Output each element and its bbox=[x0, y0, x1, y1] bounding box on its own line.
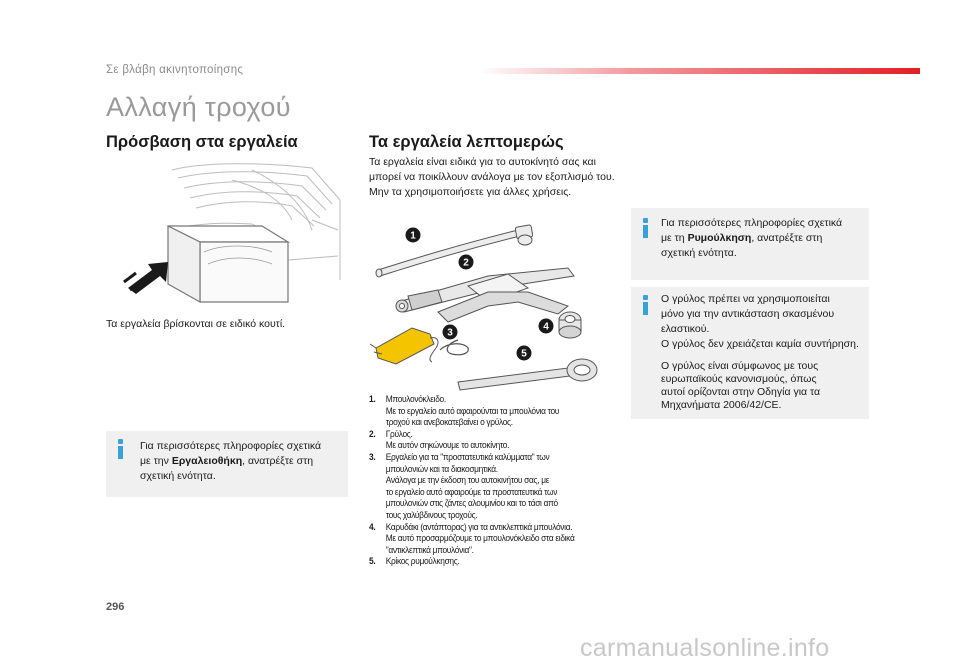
anti-theft-socket-adapter bbox=[559, 312, 581, 338]
legend-item-3: 3. Εργαλείο για τα "προστατευτικά καλύμματα" των μπουλονιών και τα διακοσμητικά. Ανάλογα με την έκδοση του αυτοκινήτου σας, με το εργαλείο αυτό αφαιρούμε τα προστατευτικά των μπουλονιών στις ζάντες αλουμινίου και το τάσι από τους χαλύβδινους τροχούς. bbox=[369, 451, 558, 520]
info-box-towing bbox=[631, 208, 869, 280]
wire-hook-tool bbox=[440, 340, 468, 355]
legend-item-1: 1. Μπουλονόκλειδο. Με το εργαλείο αυτό αφαιρούνται τα μπουλόνια του τροχού και ανεβοκατεβαίνει ο γρύλος. bbox=[369, 394, 560, 428]
info-icon bbox=[116, 439, 126, 459]
tool-box-illustration bbox=[112, 160, 344, 310]
callout-4-label: 4 bbox=[543, 321, 549, 333]
tools-illustration bbox=[368, 216, 610, 396]
legend-item-5: 5. Κρίκος ρυμούλκησης. bbox=[369, 556, 460, 567]
page-number: 296 bbox=[106, 601, 125, 613]
trim-removal-tool bbox=[370, 328, 438, 364]
towing-link-text[interactable]: Ρυμούλκηση bbox=[687, 232, 752, 244]
tools-location-text: Τα εργαλεία βρίσκονται σε ειδικό κουτί. bbox=[106, 318, 286, 330]
callout-3-label: 3 bbox=[447, 327, 453, 339]
pointer-arrow-icon bbox=[124, 262, 168, 294]
info-box-toolbox bbox=[106, 431, 348, 497]
page-title: Αλλαγή τροχού bbox=[106, 92, 291, 122]
jack-note-line: Ο γρύλος πρέπει να χρησιμοποιείται bbox=[661, 293, 830, 305]
wheel-brace-tool bbox=[376, 225, 533, 277]
callout-1-label: 1 bbox=[410, 230, 416, 242]
jack-note-line: μόνο για την αντικάσταση σκασμένου bbox=[661, 308, 835, 320]
jack-note-line: Ο γρύλος δεν χρειάζεται καμία συντήρηση. bbox=[661, 338, 859, 350]
jack-note-line: ελαστικού. bbox=[661, 323, 710, 335]
info-line: Για περισσότερες πληροφορίες σχετικά bbox=[661, 217, 843, 229]
legend-item-4: 4. Καρυδάκι (αντάπτορας) για τα αντικλεπτικά μπουλόνια. Με αυτό προσαρμόζουμε το μπουλονόκλειδο στα ειδικά "αντικλεπτικά μπουλόνια". bbox=[369, 521, 575, 555]
toolbox-link-text[interactable]: Εργαλειοθήκη bbox=[171, 455, 243, 467]
info-box-jack bbox=[631, 287, 869, 419]
info-icon bbox=[641, 295, 651, 315]
watermark: carmanualsonline.info bbox=[580, 634, 830, 662]
heading-tool-access: Πρόσβαση στα εργαλεία bbox=[106, 133, 298, 151]
section-label: Σε βλάβη ακινητοποίησης bbox=[106, 64, 244, 76]
header-accent-bar bbox=[478, 68, 920, 74]
jack-tool bbox=[396, 268, 574, 322]
jack-compliance-line: Μηχανήματα 2006/42/CE. bbox=[661, 399, 782, 411]
jack-compliance-line: αυτοί ορίζονται στην Οδηγία για τα bbox=[661, 386, 821, 398]
info-line: σχετική ενότητα. bbox=[140, 470, 216, 482]
callout-2-label: 2 bbox=[463, 257, 469, 269]
info-line: σχετική ενότητα. bbox=[661, 247, 737, 259]
info-line: με την Εργαλειοθήκη, ανατρέξτε στη bbox=[140, 455, 314, 467]
jack-compliance-line: Ο γρύλος είναι σύμφωνος με τους bbox=[661, 360, 819, 372]
info-line: Για περισσότερες πληροφορίες σχετικά bbox=[140, 440, 322, 452]
tools-intro-text: Τα εργαλεία είναι ειδικά για το αυτοκίνητό σας και μπορεί να ποικίλλουν ανάλογα με τον εξοπλισμό του. Μην τα χρησιμοποιήσετε για άλλες χρήσεις. bbox=[369, 156, 615, 198]
heading-tools-detail: Τα εργαλεία λεπτομερώς bbox=[369, 133, 564, 151]
callout-5-label: 5 bbox=[521, 348, 527, 360]
legend-item-2: 2. Γρύλος. Με αυτόν σηκώνουμε το αυτοκίνητο. bbox=[369, 428, 510, 451]
jack-compliance-line: ευρωπαϊκούς κανονισμούς, όπως bbox=[661, 373, 817, 385]
towing-eye-tool bbox=[458, 359, 597, 390]
info-line: με τη Ρυμούλκηση, ανατρέξτε στη bbox=[661, 232, 823, 244]
tools-legend bbox=[369, 394, 613, 568]
info-icon bbox=[641, 218, 651, 238]
